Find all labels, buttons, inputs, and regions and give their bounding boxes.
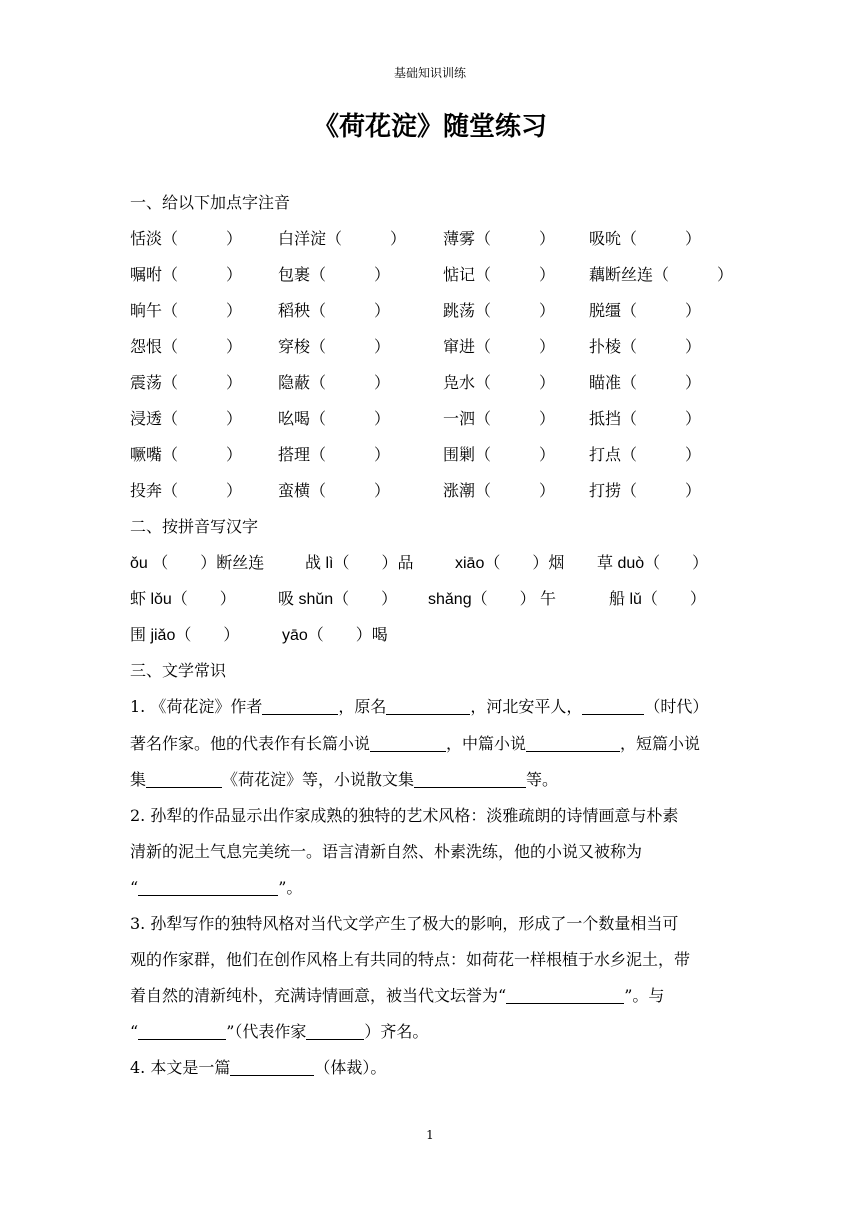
phonetic-item: 白洋淀（ ） — [278, 229, 407, 248]
q2-text: ”。 — [278, 878, 303, 897]
phonetic-item: 惦记（ ） — [443, 265, 556, 284]
pinyin-item: 围 jiǎo（ ） — [130, 627, 240, 644]
q2-line3 — [130, 875, 302, 898]
phonetic-item: 抵挡（ ） — [589, 409, 702, 428]
q1-text: ，河北安平人， — [470, 697, 583, 716]
q3-line2: 观的作家群，他们在创作风格上有共同的特点：如荷花一样根植于水乡泥土，带 — [130, 950, 691, 969]
phonetic-item: 跳荡（ ） — [443, 301, 556, 320]
phonetic-item: 围剿（ ） — [443, 445, 556, 464]
q1-text: 等。 — [526, 770, 559, 789]
phonetic-item: 窜进（ ） — [443, 337, 556, 356]
q1-blank-realname[interactable] — [386, 698, 470, 715]
pinyin-item: 战 lì（ ）品 — [305, 555, 414, 572]
phonetic-item: 震荡（ ） — [130, 373, 243, 392]
q3-text: 着自然的清新纯朴，充满诗情画意，被当代文坛誉为“ — [130, 986, 507, 1005]
pinyin-item: shǎng（ ） 午 — [428, 591, 557, 608]
q1-text: ，中篇小说 — [446, 734, 527, 753]
q1-text: 集 — [130, 770, 147, 789]
phonetic-item: 涨潮（ ） — [443, 481, 556, 500]
phonetic-item: 恬淡（ ） — [130, 229, 243, 248]
phonetic-item: 吆喝（ ） — [278, 409, 391, 428]
q3-blank-other-school[interactable] — [138, 1023, 226, 1040]
q1-text: ，原名 — [338, 697, 387, 716]
phonetic-item: 蛮横（ ） — [278, 481, 391, 500]
phonetic-item: 扑棱（ ） — [589, 337, 702, 356]
phonetic-item: 包裹（ ） — [278, 265, 391, 284]
phonetic-item: 打捞（ ） — [589, 481, 702, 500]
section3-heading: 三、文学常识 — [130, 661, 227, 680]
pinyin-item: yāo（ ）喝 — [282, 627, 388, 644]
q2-line2: 清新的泥土气息完美统一。语言清新自然、朴素洗练，他的小说又被称为 — [130, 842, 643, 861]
section2-heading: 二、按拼音写汉字 — [130, 517, 259, 536]
pinyin-item: 吸 shǔn（ ） — [278, 591, 398, 608]
q1-text: 著名作家。他的代表作有长篇小说 — [130, 734, 371, 753]
phonetic-item: 怨恨（ ） — [130, 337, 243, 356]
q2-text: “ — [130, 878, 139, 897]
q4-text: （体裁）。 — [314, 1058, 387, 1077]
pinyin-item: 船 lǔ（ ） — [609, 591, 706, 608]
q1-blank-novel[interactable] — [370, 735, 446, 752]
phonetic-item: 凫水（ ） — [443, 373, 556, 392]
q3-line1: 3. 孙犁写作的独特风格对当代文学产生了极大的影响，形成了一个数量相当可 — [130, 914, 679, 933]
phonetic-item: 搭理（ ） — [278, 445, 391, 464]
phonetic-item: 嘱咐（ ） — [130, 265, 243, 284]
phonetic-item: 藕断丝连（ ） — [589, 265, 734, 284]
pinyin-item: 草 duò（ ） — [597, 555, 709, 572]
phonetic-item: 投奔（ ） — [130, 481, 243, 500]
q1-text: （时代） — [644, 697, 709, 716]
phonetic-item: 脱缰（ ） — [589, 301, 702, 320]
phonetic-item: 穿梭（ ） — [278, 337, 391, 356]
q1-text: 1. 《荷花淀》作者 — [130, 697, 263, 716]
pinyin-item: ǒu （ ）断丝连 — [130, 555, 265, 572]
phonetic-item: 打点（ ） — [589, 445, 702, 464]
page-title: 《荷花淀》随堂练习 — [312, 112, 547, 142]
q1-blank-novella[interactable] — [526, 735, 620, 752]
q1-line1 — [130, 694, 708, 717]
q1-blank-era[interactable] — [582, 698, 644, 715]
phonetic-item: 浸透（ ） — [130, 409, 243, 428]
phonetic-item: 吸吮（ ） — [589, 229, 702, 248]
q3-text: “ — [130, 1022, 139, 1041]
phonetic-item: 晌午（ ） — [130, 301, 243, 320]
q3-line3 — [130, 983, 664, 1006]
page-number: 1 — [426, 1128, 434, 1142]
pinyin-item: 虾 lǒu（ ） — [130, 591, 236, 608]
q3-text: ”。与 — [624, 986, 665, 1005]
q4-blank-genre[interactable] — [230, 1059, 314, 1076]
q1-text: ，短篇小说 — [620, 734, 701, 753]
q4-text: 4. 本文是一篇 — [130, 1058, 231, 1077]
phonetic-item: 一泗（ ） — [443, 409, 556, 428]
q2-line1: 2. 孙犁的作品显示出作家成熟的独特的艺术风格：淡雅疏朗的诗情画意与朴素 — [130, 806, 679, 825]
q3-blank-school[interactable] — [506, 987, 624, 1004]
q3-text: ”（代表作家 — [226, 1022, 307, 1041]
phonetic-item: 噘嘴（ ） — [130, 445, 243, 464]
q1-blank-shortstories[interactable] — [146, 771, 222, 788]
q4-line — [130, 1055, 386, 1078]
pinyin-item: xiāo（ ）烟 — [455, 555, 565, 572]
phonetic-item: 隐蔽（ ） — [278, 373, 391, 392]
q1-line3 — [130, 767, 558, 790]
section1-heading: 一、给以下加点字注音 — [130, 193, 291, 212]
q3-line4 — [130, 1019, 428, 1042]
q3-blank-representative[interactable] — [306, 1023, 364, 1040]
q2-blank-style[interactable] — [138, 879, 278, 896]
q1-blank-author[interactable] — [262, 698, 338, 715]
q1-line2 — [130, 731, 700, 754]
q1-blank-collection[interactable] — [414, 771, 526, 788]
phonetic-item: 薄雾（ ） — [443, 229, 556, 248]
phonetic-item: 稻秧（ ） — [278, 301, 391, 320]
phonetic-item: 瞄准（ ） — [589, 373, 702, 392]
q3-text: ）齐名。 — [364, 1022, 429, 1041]
page-header: 基础知识训练 — [393, 66, 466, 80]
q1-text: 《荷花淀》等，小说散文集 — [222, 770, 415, 789]
